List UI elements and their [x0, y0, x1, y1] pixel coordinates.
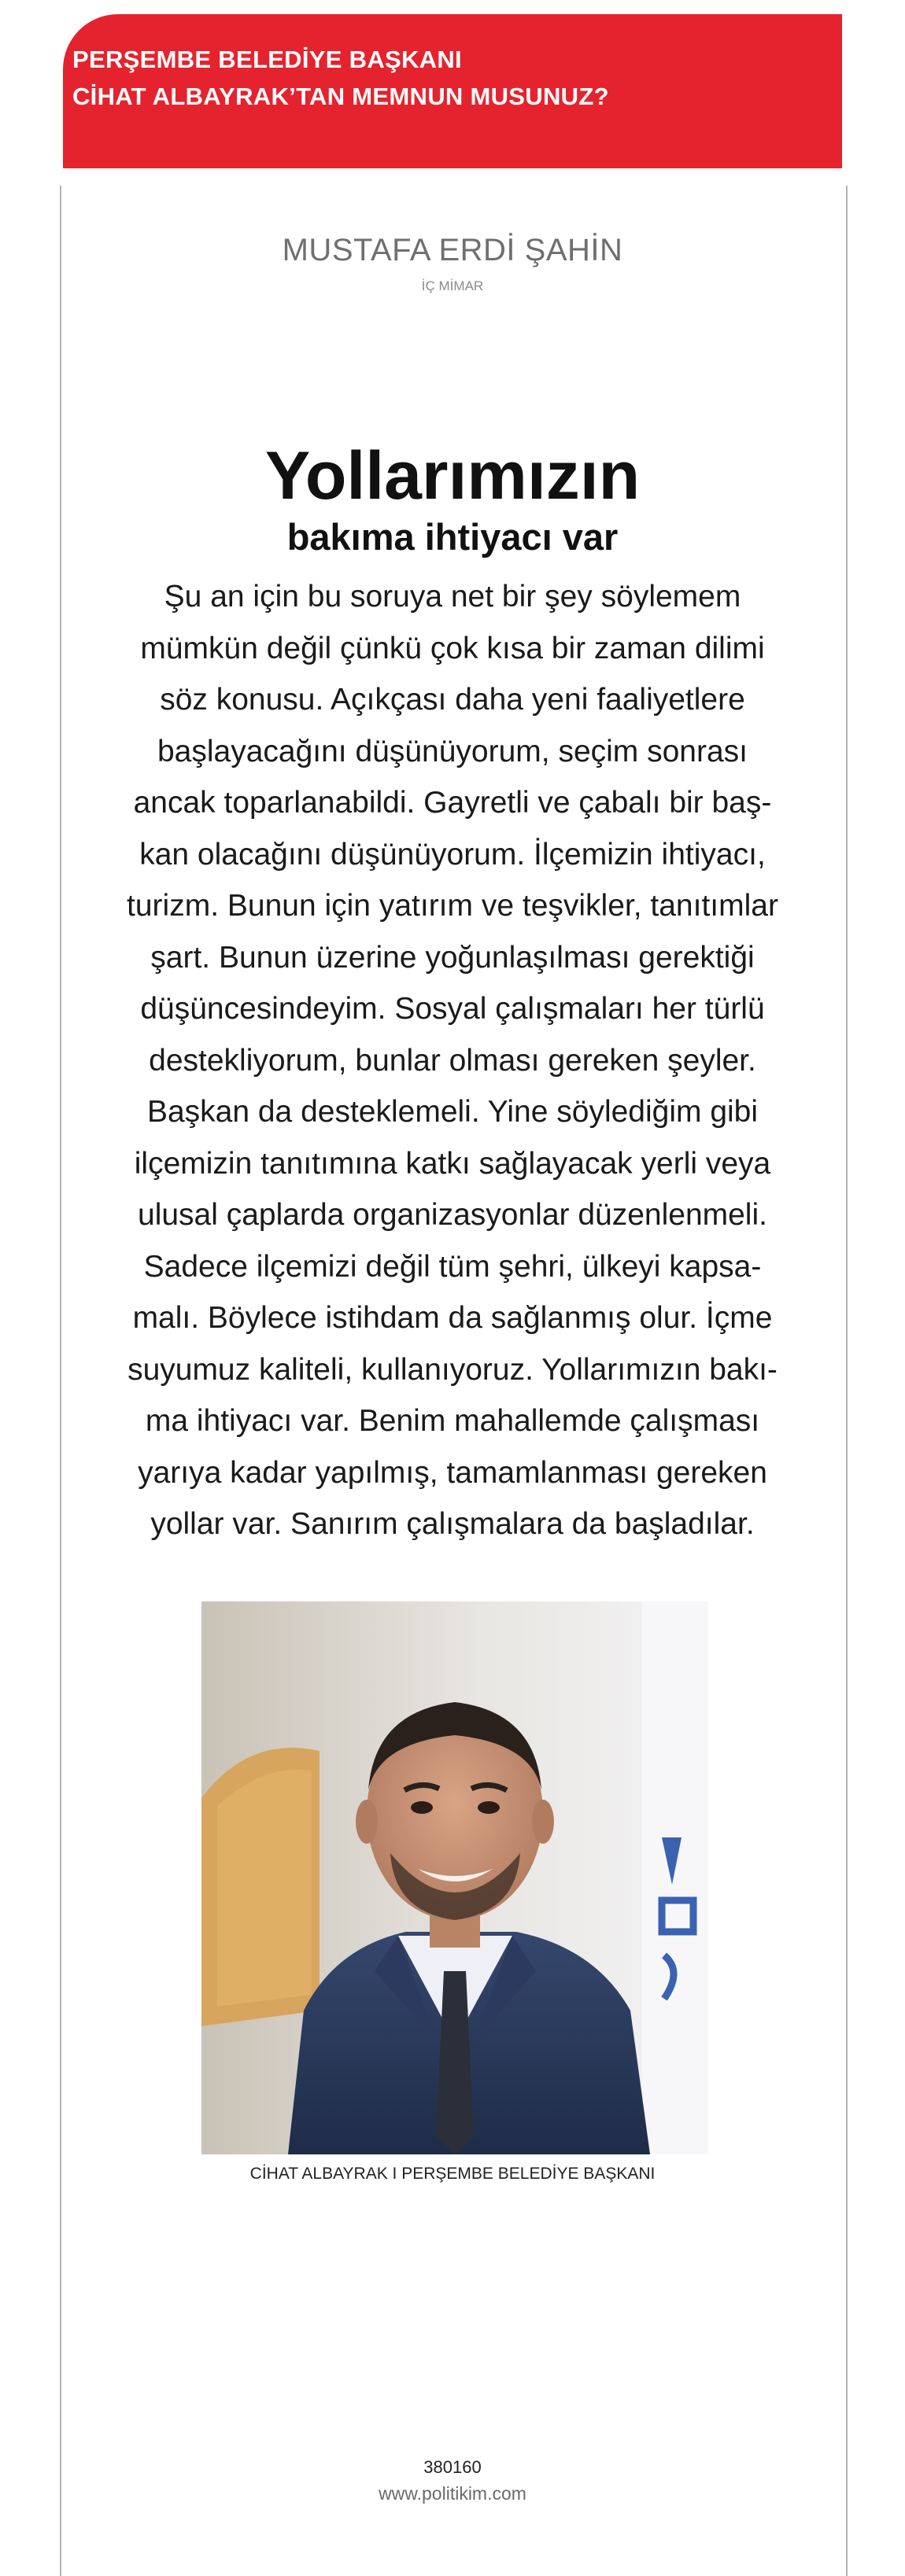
article-body-line: turizm. Bunun için yatırım ve teşvikler, tanıtımlar	[127, 889, 778, 923]
article-body-line: ulusal çaplarda organizasyonlar düzenlenmeli.	[138, 1198, 767, 1232]
article-subheadline: bakıma ihtiyacı var	[286, 516, 619, 558]
author-title: İÇ MİMAR	[421, 278, 484, 293]
article-body-line: destekliyorum, bunlar olması gereken şeyler.	[149, 1043, 756, 1078]
article-body-line: yarıya kadar yapılmış, tamamlanması gereken	[138, 1455, 767, 1490]
article-body-line: düşüncesindeyim. Sosyal çalışmaları her türlü	[140, 992, 765, 1026]
article-body-line: Şu an için bu soruya net bir şey söylemem	[164, 580, 741, 614]
banner-title-line-2: CİHAT ALBAYRAK’TAN MEMNUN MUSUNUZ?	[72, 83, 609, 110]
website-link[interactable]: www.politikim.com	[379, 2483, 526, 2504]
article-body-line: şart. Bunun üzerine yoğunlaşılması gerektiği	[150, 940, 755, 975]
banner-title-line-1: PERŞEMBE BELEDİYE BAŞKANI	[72, 46, 462, 73]
article-body-line: söz konusu. Açıkçası daha yeni faaliyetlere	[160, 683, 745, 717]
article-body	[110, 571, 795, 1550]
article-body-line: yollar var. Sanırım çalışmalara da başladılar.	[150, 1507, 755, 1541]
article-body-line: malı. Böylece istihdam da sağlanmış olur. İçme	[132, 1301, 773, 1335]
author-name: MUSTAFA ERDİ ŞAHİN	[282, 233, 623, 267]
article-headline: Yollarımızın	[264, 438, 641, 514]
article-body-line: Başkan da desteklemeli. Yine söylediğim gibi	[146, 1095, 759, 1129]
photo-caption: CİHAT ALBAYRAK I PERŞEMBE BELEDİYE BAŞKANI	[249, 2165, 656, 2183]
article-body-line: ilçemizin tanıtımına katkı sağlayacak yerli veya	[134, 1146, 771, 1181]
article-body-line: ma ihtiyacı var. Benim mahallemde çalışması	[145, 1404, 760, 1438]
article-body-line: Sadece ilçemizi değil tüm şehri, ülkeyi kapsa-	[143, 1249, 762, 1284]
article-body-line: ancak toparlanabildi. Gayretli ve çabalı bir baş-	[133, 786, 772, 820]
article-body-line: kan olacağını düşünüyorum. İlçemizin ihtiyacı,	[139, 837, 766, 872]
page-number: 380160	[423, 2457, 482, 2477]
article-body-line: suyumuz kaliteli, kullanıyoruz. Yollarımızın bakı-	[127, 1352, 778, 1387]
article-body-line: mümkün değil çünkü çok kısa bir zaman dilimi	[140, 631, 765, 665]
article-body-line: başlayacağını düşünüyorum, seçim sonrası	[157, 734, 748, 768]
portrait-photo	[201, 1601, 708, 2154]
